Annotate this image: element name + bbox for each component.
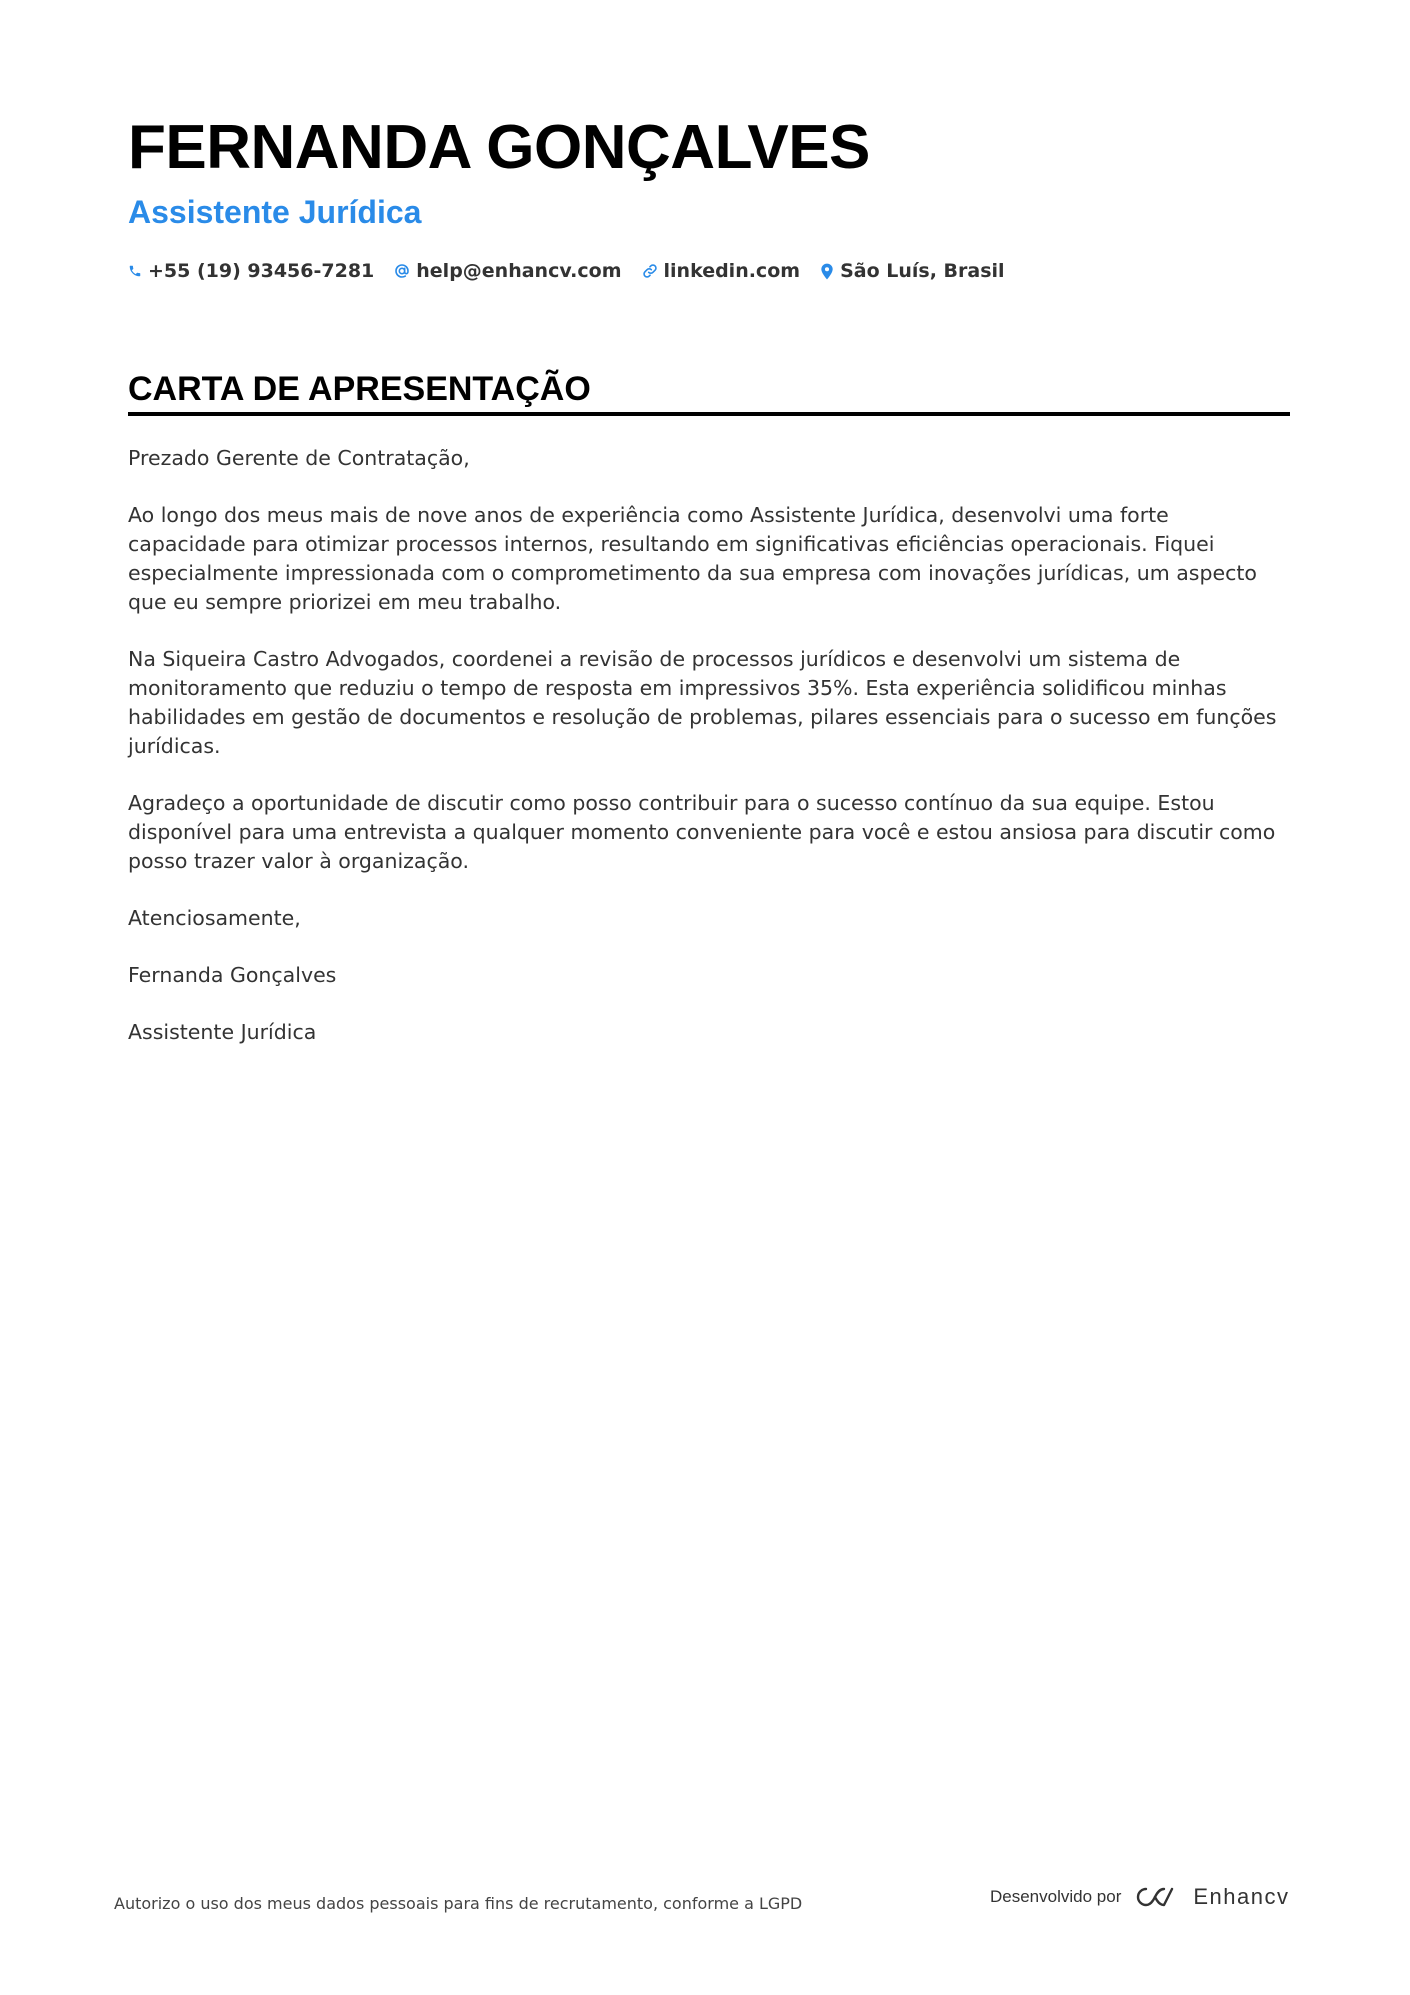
link-icon [642, 263, 658, 279]
contact-phone[interactable] [128, 260, 374, 282]
resume-header [128, 112, 1290, 282]
letter-body [128, 444, 1290, 1047]
cover-letter-section [128, 368, 1290, 1075]
enhancv-logo-icon [1133, 1884, 1181, 1910]
powered-by-brand[interactable] [990, 1884, 1289, 1910]
email-text: help@enhancv.com [416, 260, 622, 282]
letter-paragraph-1: Ao longo dos meus mais de nove anos de experiência como Assistente Jurídica, desenvolvi uma forte capacidade para otimizar processos internos, resultando em significativas eficiências operacionais. Fiquei especialmente impressionada com o comprometimento da sua empresa com inovações jurídicas, um aspecto que eu sempre priorizei em meu trabalho. [128, 503, 1257, 614]
contact-bar [128, 260, 1290, 282]
phone-text: +55 (19) 93456-7281 [148, 260, 375, 282]
contact-location [820, 260, 1004, 282]
signature-title: Assistente Jurídica [128, 1020, 317, 1044]
location-text: São Luís, Brasil [840, 260, 1005, 282]
letter-paragraph-2: Na Siqueira Castro Advogados, coordenei a revisão de processos jurídicos e desenvolvi um sistema de monitoramento que reduziu o tempo de resposta em impressivos 35%. Esta experiência solidificou minhas habilidades em gestão de documentos e resolução de problemas, pilares essenciais para o sucesso em funções jurídicas. [128, 647, 1277, 758]
letter-paragraph-3: Agradeço a oportunidade de discutir como posso contribuir para o sucesso contínuo da sua equipe. Estou disponível para uma entrevista a qualquer momento conveniente para você e estou ansiosa para discutir como posso trazer valor à organização. [128, 791, 1276, 873]
at-sign-icon [394, 263, 410, 279]
contact-email[interactable] [394, 260, 621, 282]
candidate-name: FERNANDA GONÇALVES [128, 113, 870, 182]
letter-salutation: Prezado Gerente de Contratação, [128, 446, 470, 470]
contact-website[interactable] [642, 260, 801, 282]
brand-name: Enhancv [1193, 1884, 1290, 1909]
powered-by-label: Desenvolvido por [990, 1887, 1122, 1906]
map-pin-icon [820, 263, 834, 280]
phone-icon [128, 264, 142, 278]
candidate-job-title: Assistente Jurídica [128, 194, 422, 230]
section-title: CARTA DE APRESENTAÇÃO [128, 370, 591, 408]
consent-note: Autorizo o uso dos meus dados pessoais para fins de recrutamento, conforme a LGPD [114, 1894, 803, 1913]
letter-closing: Atenciosamente, [128, 906, 301, 930]
signature-name: Fernanda Gonçalves [128, 963, 337, 987]
section-divider [128, 412, 1290, 416]
website-text: linkedin.com [663, 260, 801, 282]
